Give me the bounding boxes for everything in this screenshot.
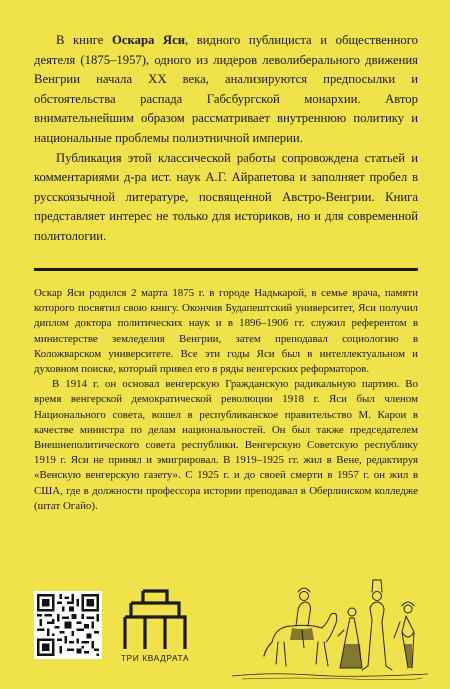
author-name: Оскара Яси [112, 33, 186, 47]
blurb-paragraph-1 [34, 31, 418, 149]
three-squares-logo-icon [123, 589, 187, 651]
blurb-rest: , видного публициста и общественного деятеля (1875–1957), одного из лидеров леволиберального движения Венгрии начала XX века, анализируются предпосылки и обстоятельства распада Габсбургской монархии. Автор внимательнейшим образом рассматривает внутреннюю политику и национальные проблемы полиэтничной империи. [34, 33, 418, 145]
qr-code[interactable] [34, 591, 102, 659]
horseman-engraving-illustration [232, 556, 428, 680]
author-biography [34, 286, 418, 514]
publisher-logo[interactable] [117, 589, 193, 667]
publisher-name: ТРИ КВАДРАТА [120, 653, 190, 663]
annotation-blurb [34, 31, 418, 247]
blurb-lead: В книге [56, 33, 112, 47]
bio-paragraph-2: В 1914 г. он основал венгерскую Гражданскую радикальную партию. Во время венгерской демократической революции 1918 г. Яси был членом Национального совета, вошел в республиканское правительство М. Карои в качестве министра по делам национальностей. Он был также председателем Внешнеполитического совета республики. Венгерскую Советскую республику 1919 г. Яси не принял и эмигрировал. В 1919–1925 гг. жил в Вене, редактируя «Венскую венгерскую газету». С 1925 г. и до своей смерти в 1957 г. он жил в США, где в должности профессора истории преподавал в Оберлинском колледже (штат Огайо). [34, 378, 418, 512]
qr-code-icon [37, 594, 99, 656]
bio-paragraph-1: Оскар Яси родился 2 марта 1875 г. в городе Надькарой, в семье врача, памяти которого посвятил свою книгу. Окончив Будапештский университет, Яси получил диплом доктора политических наук и в 1896–1906 гг. служил референтом в министерстве земледелия Венгрии, затем преподавал социологию в Коложварском университете. Все эти годы Яси был в интеллектуальном и духовном поиске, который привел его в ряды венгерских реформаторов. [34, 287, 418, 376]
section-divider [34, 268, 418, 271]
blurb-paragraph-2: Публикация этой классической работы сопровождена статьей и комментариями д-ра ист. наук А.Г. Айрапетова и заполняет пробел в русскоязычной литературе, посвященной Австро-Венгрии. Книга представляет интерес не только для историков, но и для современной политологии. [34, 150, 418, 243]
